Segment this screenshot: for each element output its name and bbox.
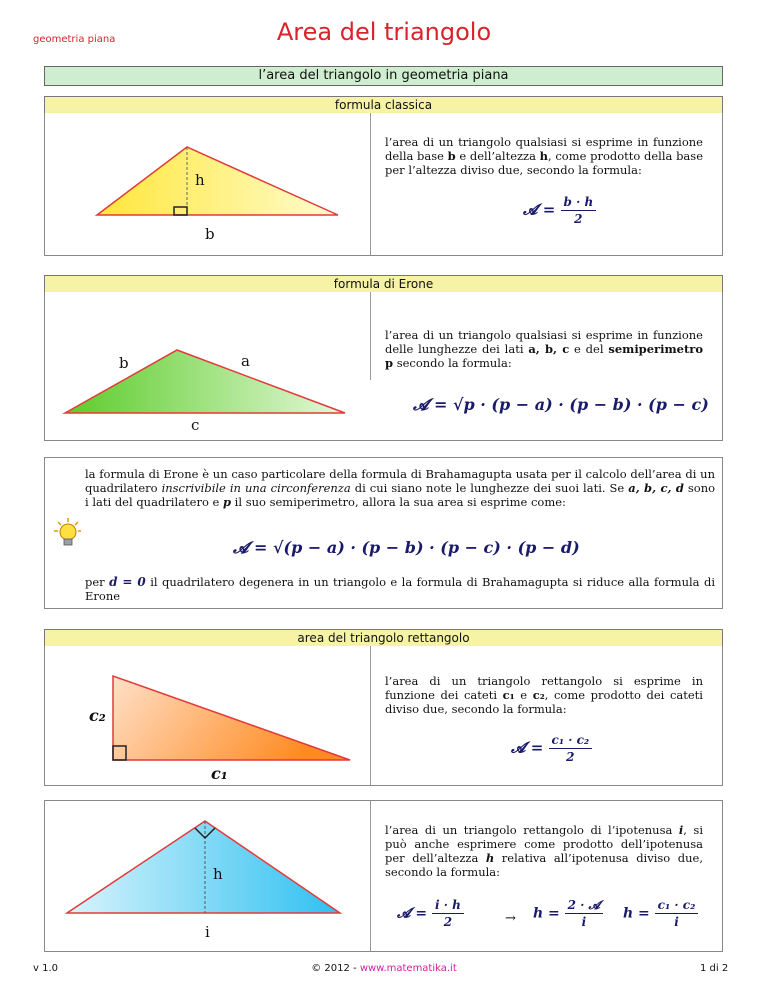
section-brahmagupta — [44, 457, 723, 609]
arrow-icon: → — [505, 911, 516, 926]
brahmagupta-description: la formula di Erone è un caso particolare della formula di Brahamagupta usata per il calcolo dell’area di un quadrilatero inscrivibile in una circonferenza di cui siano note le lunghezze dei suoi lati. Se a, b, c, d sono i lati del quadrilatero e p il suo semiperimetro, allora la sua area si esprime come: — [85, 467, 716, 509]
triangle-sides-figure — [45, 292, 370, 440]
page-title: Area del triangolo — [276, 18, 492, 46]
page-number: 1 di 2 — [700, 963, 729, 974]
side-b-label: b — [119, 354, 129, 372]
brahmagupta-note: per d = 0 il quadrilatero degenera in un triangolo e la formula di Brahamagupta si riduce alla formula di Erone — [85, 575, 715, 603]
version-label: v 1.0 — [33, 963, 58, 974]
section-right-triangle-legs — [44, 646, 723, 786]
classic-description: l’area di un triangolo qualsiasi si esprime in funzione della base b e dell’altezza h, come prodotto della base per l’altezza diviso due, secondo la formula: — [385, 135, 703, 177]
heron-formula: 𝓐 = √p · (p − a) · (p − b) · (p − c) — [413, 395, 709, 414]
site-link[interactable]: www.matematika.it — [359, 963, 457, 974]
section-heron — [44, 292, 723, 441]
height-label: h — [195, 171, 205, 189]
brahmagupta-formula: 𝓐 = √(p − a) · (p − b) · (p − c) · (p − d) — [233, 538, 580, 557]
section-heading-heron: formula di Erone — [44, 275, 723, 293]
footer-credit: © 2012 - www.matematika.it — [311, 963, 457, 974]
hypotenuse-description: l’area di un triangolo rettangolo di l’ipotenusa i, si può anche esprimere come prodotto dell’ipotenusa per dell’altezza h relativa all’ipotenusa diviso due, secondo la formula: — [385, 823, 704, 879]
divider — [370, 292, 371, 380]
hypotenuse-label: i — [205, 923, 210, 941]
triangle-shape — [97, 147, 338, 215]
section-heading-right-triangle: area del triangolo rettangolo — [44, 629, 723, 647]
right-triangle-description: l’area di un triangolo rettangolo si esprime in funzione dei cateti c₁ e c₂, come prodotto dei cateti diviso due, secondo la formula: — [385, 674, 703, 716]
triangle-shape — [67, 821, 340, 913]
divider — [370, 113, 371, 255]
leg-c2-label: 𝒄₂ — [89, 706, 106, 725]
height-label: h — [213, 865, 223, 883]
section-right-triangle-hypotenuse — [44, 800, 723, 952]
hypotenuse-area-formula: 𝓐 = $\frac{i \cdot h}{2}$ — [397, 897, 464, 930]
classic-formula: 𝓐 = $\frac{b \cdot h}{2}$ — [523, 194, 596, 227]
lightbulb-icon — [53, 516, 81, 550]
subject-label: geometria piana — [33, 34, 116, 45]
divider — [370, 801, 371, 951]
section-classic — [44, 113, 723, 256]
base-label: b — [205, 225, 215, 243]
heron-description: l’area di un triangolo qualsiasi si esprime in funzione delle lunghezze dei lati a, b, c e del semiperimetro p secondo la formula: — [385, 328, 703, 370]
side-a-label: a — [241, 352, 250, 370]
height-legs-formula: h = $\frac{\text{c₁ · c₂}}{i}$ — [623, 897, 698, 930]
main-band-title: l’area del triangolo in geometria piana — [44, 66, 723, 86]
leg-c1-label: 𝒄₁ — [211, 764, 228, 783]
triangle-shape — [113, 676, 350, 760]
side-c-label: c — [191, 416, 200, 434]
divider — [370, 646, 371, 785]
right-triangle-legs-formula: 𝓐 = $\frac{\text{c₁ · c₂}}{2}$ — [511, 732, 592, 765]
section-heading-classic: formula classica — [44, 96, 723, 114]
triangle-shape — [65, 350, 345, 413]
height-formula: h = $\frac{\text{2 · 𝓐}}{i}$ — [533, 897, 603, 930]
